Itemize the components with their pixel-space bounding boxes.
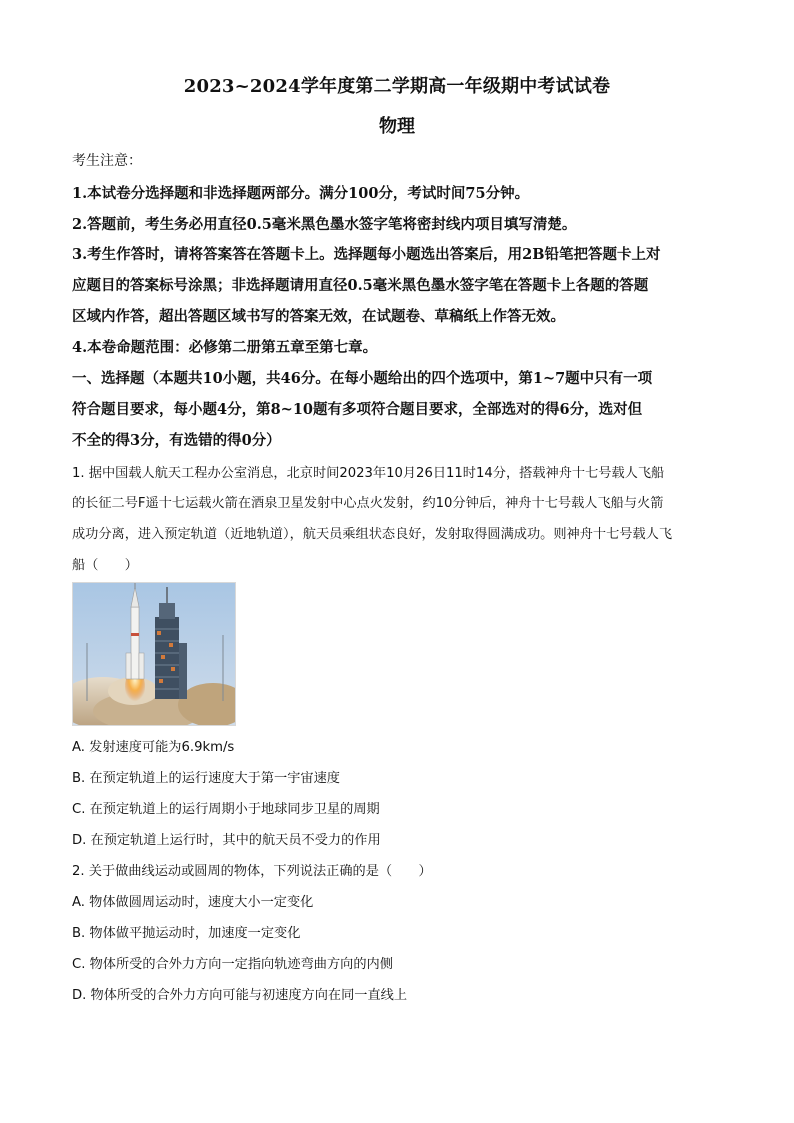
notice-line-2: 2.答题前，考生务必用直径0.5毫米黑色墨水签字笔将密封线内项目填写清楚。 — [72, 216, 577, 233]
q2-option-b: B. 物体做平抛运动时，加速度一定变化 — [72, 926, 301, 941]
q2-option-c: C. 物体所受的合外力方向一定指向轨迹弯曲方向的内侧 — [72, 957, 393, 972]
section1-instruction-line-2: 符合题目要求，每小题4分，第8~10题有多项符合题目要求，全部选对的得6分，选对但 — [72, 401, 643, 418]
notice-heading: 考生注意： — [72, 153, 142, 169]
notice-line-5: 区域内作答，超出答题区域书写的答案无效，在试题卷、草稿纸上作答无效。 — [72, 308, 565, 325]
q2-stem: 2. 关于做曲线运动或圆周的物体，下列说法正确的是（ ） — [72, 864, 432, 879]
q1-stem-line-2: 的长征二号F遥十七运载火箭在酒泉卫星发射中心点火发射，约10分钟后，神舟十七号载人飞船与火箭 — [72, 496, 664, 511]
q1-stem-line-3: 成功分离，进入预定轨道（近地轨道），航天员乘组状态良好，发射取得圆满成功。则神舟十七号载人飞 — [72, 527, 673, 542]
q1-option-c: C. 在预定轨道上的运行周期小于地球同步卫星的周期 — [72, 802, 380, 817]
notice-line-6: 4.本卷命题范围：必修第二册第五章至第七章。 — [72, 339, 378, 356]
q1-stem-line-4: 船（ ） — [72, 558, 138, 573]
exam-title: 2023~2024学年度第二学期高一年级期中考试试卷 — [183, 76, 611, 97]
q1-stem-line-1: 1. 据中国载人航天工程办公室消息，北京时间2023年10月26日11时14分，搭载神舟十七号载人飞船 — [72, 466, 665, 481]
notice-line-3: 3.考生作答时，请将答案答在答题卡上。选择题每小题选出答案后，用2B铅笔把答题卡上对 — [72, 246, 661, 263]
q1-option-a: A. 发射速度可能为6.9km/s — [72, 740, 235, 755]
rocket-launch-photo — [72, 582, 236, 726]
q1-option-d: D. 在预定轨道上运行时，其中的航天员不受力的作用 — [72, 833, 381, 848]
section1-instruction-line-1: 一、选择题（本题共10小题，共46分。在每小题给出的四个选项中，第1~7题中只有一项 — [72, 370, 653, 387]
notice-line-4: 应题目的答案标号涂黑；非选择题请用直径0.5毫米黑色墨水签字笔在答题卡上各题的答题 — [72, 277, 649, 294]
q2-option-a: A. 物体做圆周运动时，速度大小一定变化 — [72, 895, 314, 910]
section1-instruction-line-3: 不全的得3分，有选错的得0分） — [72, 432, 281, 449]
notice-line-1: 1.本试卷分选择题和非选择题两部分。满分100分，考试时间75分钟。 — [72, 185, 530, 202]
exam-subject: 物理 — [379, 116, 415, 137]
q2-option-d: D. 物体所受的合外力方向可能与初速度方向在同一直线上 — [72, 988, 408, 1003]
q1-option-b: B. 在预定轨道上的运行速度大于第一宇宙速度 — [72, 771, 340, 786]
